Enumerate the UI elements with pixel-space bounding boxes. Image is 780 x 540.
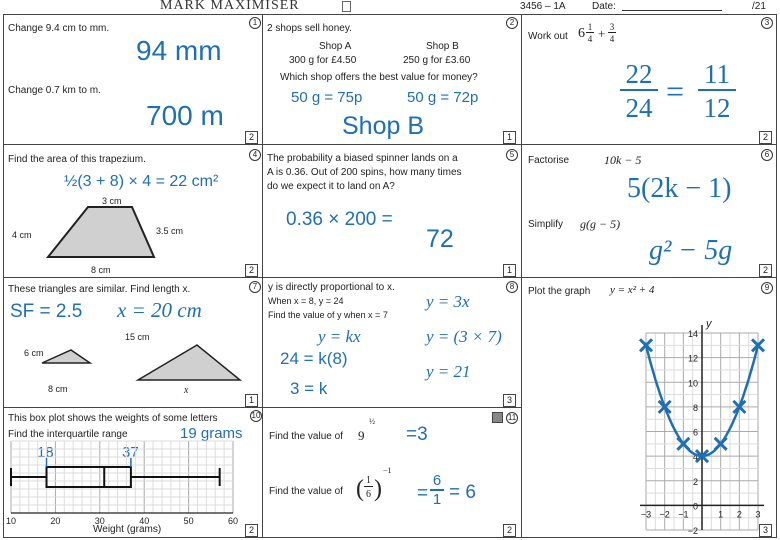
q4-bottom-label: 8 cm [91,265,111,275]
q1-answer-1: 94 mm [136,35,222,66]
q2-answer: Shop B [342,112,425,140]
q7-number: 7 [249,281,261,293]
q10-answer: 19 grams [180,425,243,442]
q8-work-4: 24 = k(8) [280,349,348,368]
box-tick-label: 40 [139,516,150,526]
q3-prompt: Work out [528,31,568,42]
worksheet-title: MARK MAXIMISER [160,0,300,13]
box-tick-label: 10 [5,516,17,526]
q11-left-paren: ( [356,476,364,502]
q5-prompt-line-1: The probability a biased spinner lands on a [267,153,458,164]
q3-answer-den-1: 24 [625,93,653,123]
q3-number: 3 [761,17,773,29]
question-1-cell [3,14,263,145]
q7-prompt: These triangles are similar. Find length x. [8,284,191,295]
q9-equation: y = x² + 4 [610,284,655,296]
q3-expr-denominator: 4 [587,34,593,44]
q11-answer-2-value: = 6 [449,482,476,503]
q8-work-5: y = 21 [426,362,471,381]
q4-top-label: 3 cm [102,196,122,206]
trapezium-diagram [4,145,262,277]
question-4-cell [3,144,263,278]
similar-triangles-diagram [4,278,262,407]
q2-work-a: 50 g = 75p [291,89,363,106]
q1-number: 1 [249,17,261,29]
graph-y-tick-label: −2 [687,526,698,536]
q2-question: Which shop offers the best value for money? [280,72,478,83]
q10-axis-label: Weight (grams) [93,524,162,535]
q5-answer: 72 [426,225,454,253]
q11-right-paren: ) [374,476,382,502]
q4-prompt: Find the area of this trapezium. [8,154,146,165]
q7-small-base: 8 cm [48,384,68,394]
q11-base: 9 [358,428,365,443]
q7-small-side: 6 cm [24,348,44,358]
graph-y-tick-label: 6 [692,427,698,438]
q3-expr2-denominator: 4 [609,34,615,44]
q5-prompt-line-3: do we expect it to land on A? [267,181,395,192]
q7-scale-factor: SF = 2.5 [10,301,83,322]
q3-answer-equals: = [666,73,685,109]
question-9-cell [521,277,777,538]
q4-side-label: 4 cm [12,230,32,240]
q8-work-3: y = (3 × 7) [426,327,502,346]
calculator-icon [342,1,351,12]
graph-y-axis-label: y [706,318,712,330]
q7-answer: x = 20 cm [117,298,202,322]
q11-answer-2-equals: = [417,483,429,504]
q11-frac-den: 6 [366,489,371,500]
worksheet-code: 3456 – 1A [520,1,566,12]
q8-line-1: y is directly proportional to x. [268,282,395,293]
trapezium-shape [48,207,154,257]
q10-q3-label: 37 [122,444,139,461]
q6-marks: 2 [759,264,772,277]
q8-work-6: 3 = k [290,379,328,398]
q1-prompt-1: Change 9.4 cm to mm. [8,23,110,34]
small-triangle [42,350,90,363]
q3-answer-num-1: 22 [620,59,658,91]
q1-answer-2: 700 m [146,100,224,131]
q5-working: 0.36 × 200 = [286,209,393,230]
q5-prompt-line-2: A is 0.36. Out of 200 spins, how many times [267,167,462,178]
q10-q1-label: 18 [37,444,54,461]
q6-factorise-expr: 10k − 5 [604,153,642,167]
box-tick-label: 30 [94,516,105,526]
q4-number: 4 [249,149,261,161]
q2-shop-a: Shop A [319,41,352,52]
q3-answer-den-2: 12 [703,93,731,123]
graph-y-tick-label: 8 [692,402,698,413]
q8-work-1: y = 3x [426,292,470,311]
box-tick-label: 50 [183,516,194,526]
question-5-cell [262,144,522,278]
graph-x-tick-label: −2 [659,509,670,520]
q9-number: 9 [761,282,773,294]
q3-expr2-numerator: 3 [609,22,615,32]
graph-x-tick-label: 1 [718,509,724,520]
q1-marks: 2 [245,131,258,144]
q2-shop-b-price: 250 g for £3.60 [403,55,471,66]
q9-marks: 3 [759,524,772,537]
q6-number: 6 [761,149,773,161]
graph-y-tick-label: 14 [687,329,698,339]
q3-marks: 2 [759,131,772,144]
q11-exponent-2: −1 [383,466,392,475]
question-2-cell [262,14,522,145]
q3-expr-whole: 6 [578,26,585,41]
q2-number: 2 [506,17,518,29]
q11-prompt-1: Find the value of [269,431,343,442]
q11-exponent-1: ½ [369,417,375,426]
q11-marks: 2 [503,524,516,537]
q11-answer-1: =3 [406,424,428,445]
q6-simplify-label: Simplify [528,219,564,230]
q11-answer-2-num: 6 [430,473,444,491]
large-triangle [138,345,240,380]
q11-number: 11 [507,413,517,422]
q9-prompt: Plot the graph [528,286,591,297]
q8-number: 8 [506,281,518,293]
q11-prompt-2: Find the value of [269,486,343,497]
box-rect [47,467,131,487]
q8-marks: 3 [503,394,516,407]
q6-simplify-answer: g² − 5g [649,235,733,266]
q2-work-b: 50 g = 72p [407,89,479,106]
q6-factorise-label: Factorise [528,155,570,166]
q2-shop-a-price: 300 g for £4.50 [289,55,357,66]
question-11-cell [262,407,522,538]
box-plot [4,408,262,537]
worksheet-header [0,0,780,14]
graph-y-tick-label: 4 [692,452,698,463]
graph-x-tick-label: −3 [640,509,652,520]
q3-answer-num-2: 11 [698,59,736,91]
question-3-cell [521,14,777,145]
question-7-cell [3,277,263,408]
graph-y-tick-label: 10 [687,378,698,389]
graph-axes [640,325,764,530]
q4-marks: 2 [245,264,258,277]
q3-expr-numerator: 1 [587,22,593,32]
q6-simplify-expr: g(g − 5) [580,217,621,231]
quadratic-graph [522,278,776,537]
graph-x-tick-label: 2 [736,509,742,520]
q4-working: ½(3 + 8) × 4 = 22 cm² [64,173,219,190]
q7-marks: 1 [245,394,258,407]
q2-marks: 1 [503,131,516,144]
q2-prompt: 2 shops sell honey. [267,23,352,34]
date-field[interactable] [622,10,722,11]
question-6-cell [521,144,777,278]
graph-x-tick-label: −1 [678,509,689,520]
graph-y-tick-label: 2 [692,476,698,487]
graph-y-tick-label: 12 [687,353,698,364]
q5-marks: 1 [503,264,516,277]
q11-answer-2-den: 1 [432,491,442,508]
q6-factorise-answer: 5(2k − 1) [627,173,732,204]
q10-marks: 2 [245,524,258,537]
q10-prompt-1: This box plot shows the weights of some letters [8,413,218,424]
graph-x-tick-label: 3 [755,509,761,520]
q8-work-2: y = kx [318,327,361,346]
graph-y-tick-label: 0 [692,501,698,512]
box-tick-label: 60 [227,516,239,526]
question-8-cell [262,277,522,408]
q2-shop-b: Shop B [426,41,459,52]
q8-line-3: Find the value of y when x = 7 [268,310,388,320]
q7-big-base: x [184,385,189,396]
q4-slant-label: 3.5 cm [156,226,184,236]
q10-prompt-2: Find the interquartile range [8,429,128,440]
q1-prompt-2: Change 0.7 km to m. [8,85,101,96]
q10-number: 10 [251,411,261,420]
q3-expr-plus: + [598,26,606,41]
total-score: /21 [752,1,766,12]
q5-number: 5 [506,149,518,161]
q8-line-2: When x = 8, y = 24 [268,296,344,306]
question-10-cell [3,407,263,538]
box-tick-label: 20 [50,516,61,526]
no-calculator-icon [492,412,503,423]
date-label: Date: [592,1,616,12]
q7-big-label: 15 cm [125,332,150,342]
q11-frac-num: 1 [366,475,371,486]
